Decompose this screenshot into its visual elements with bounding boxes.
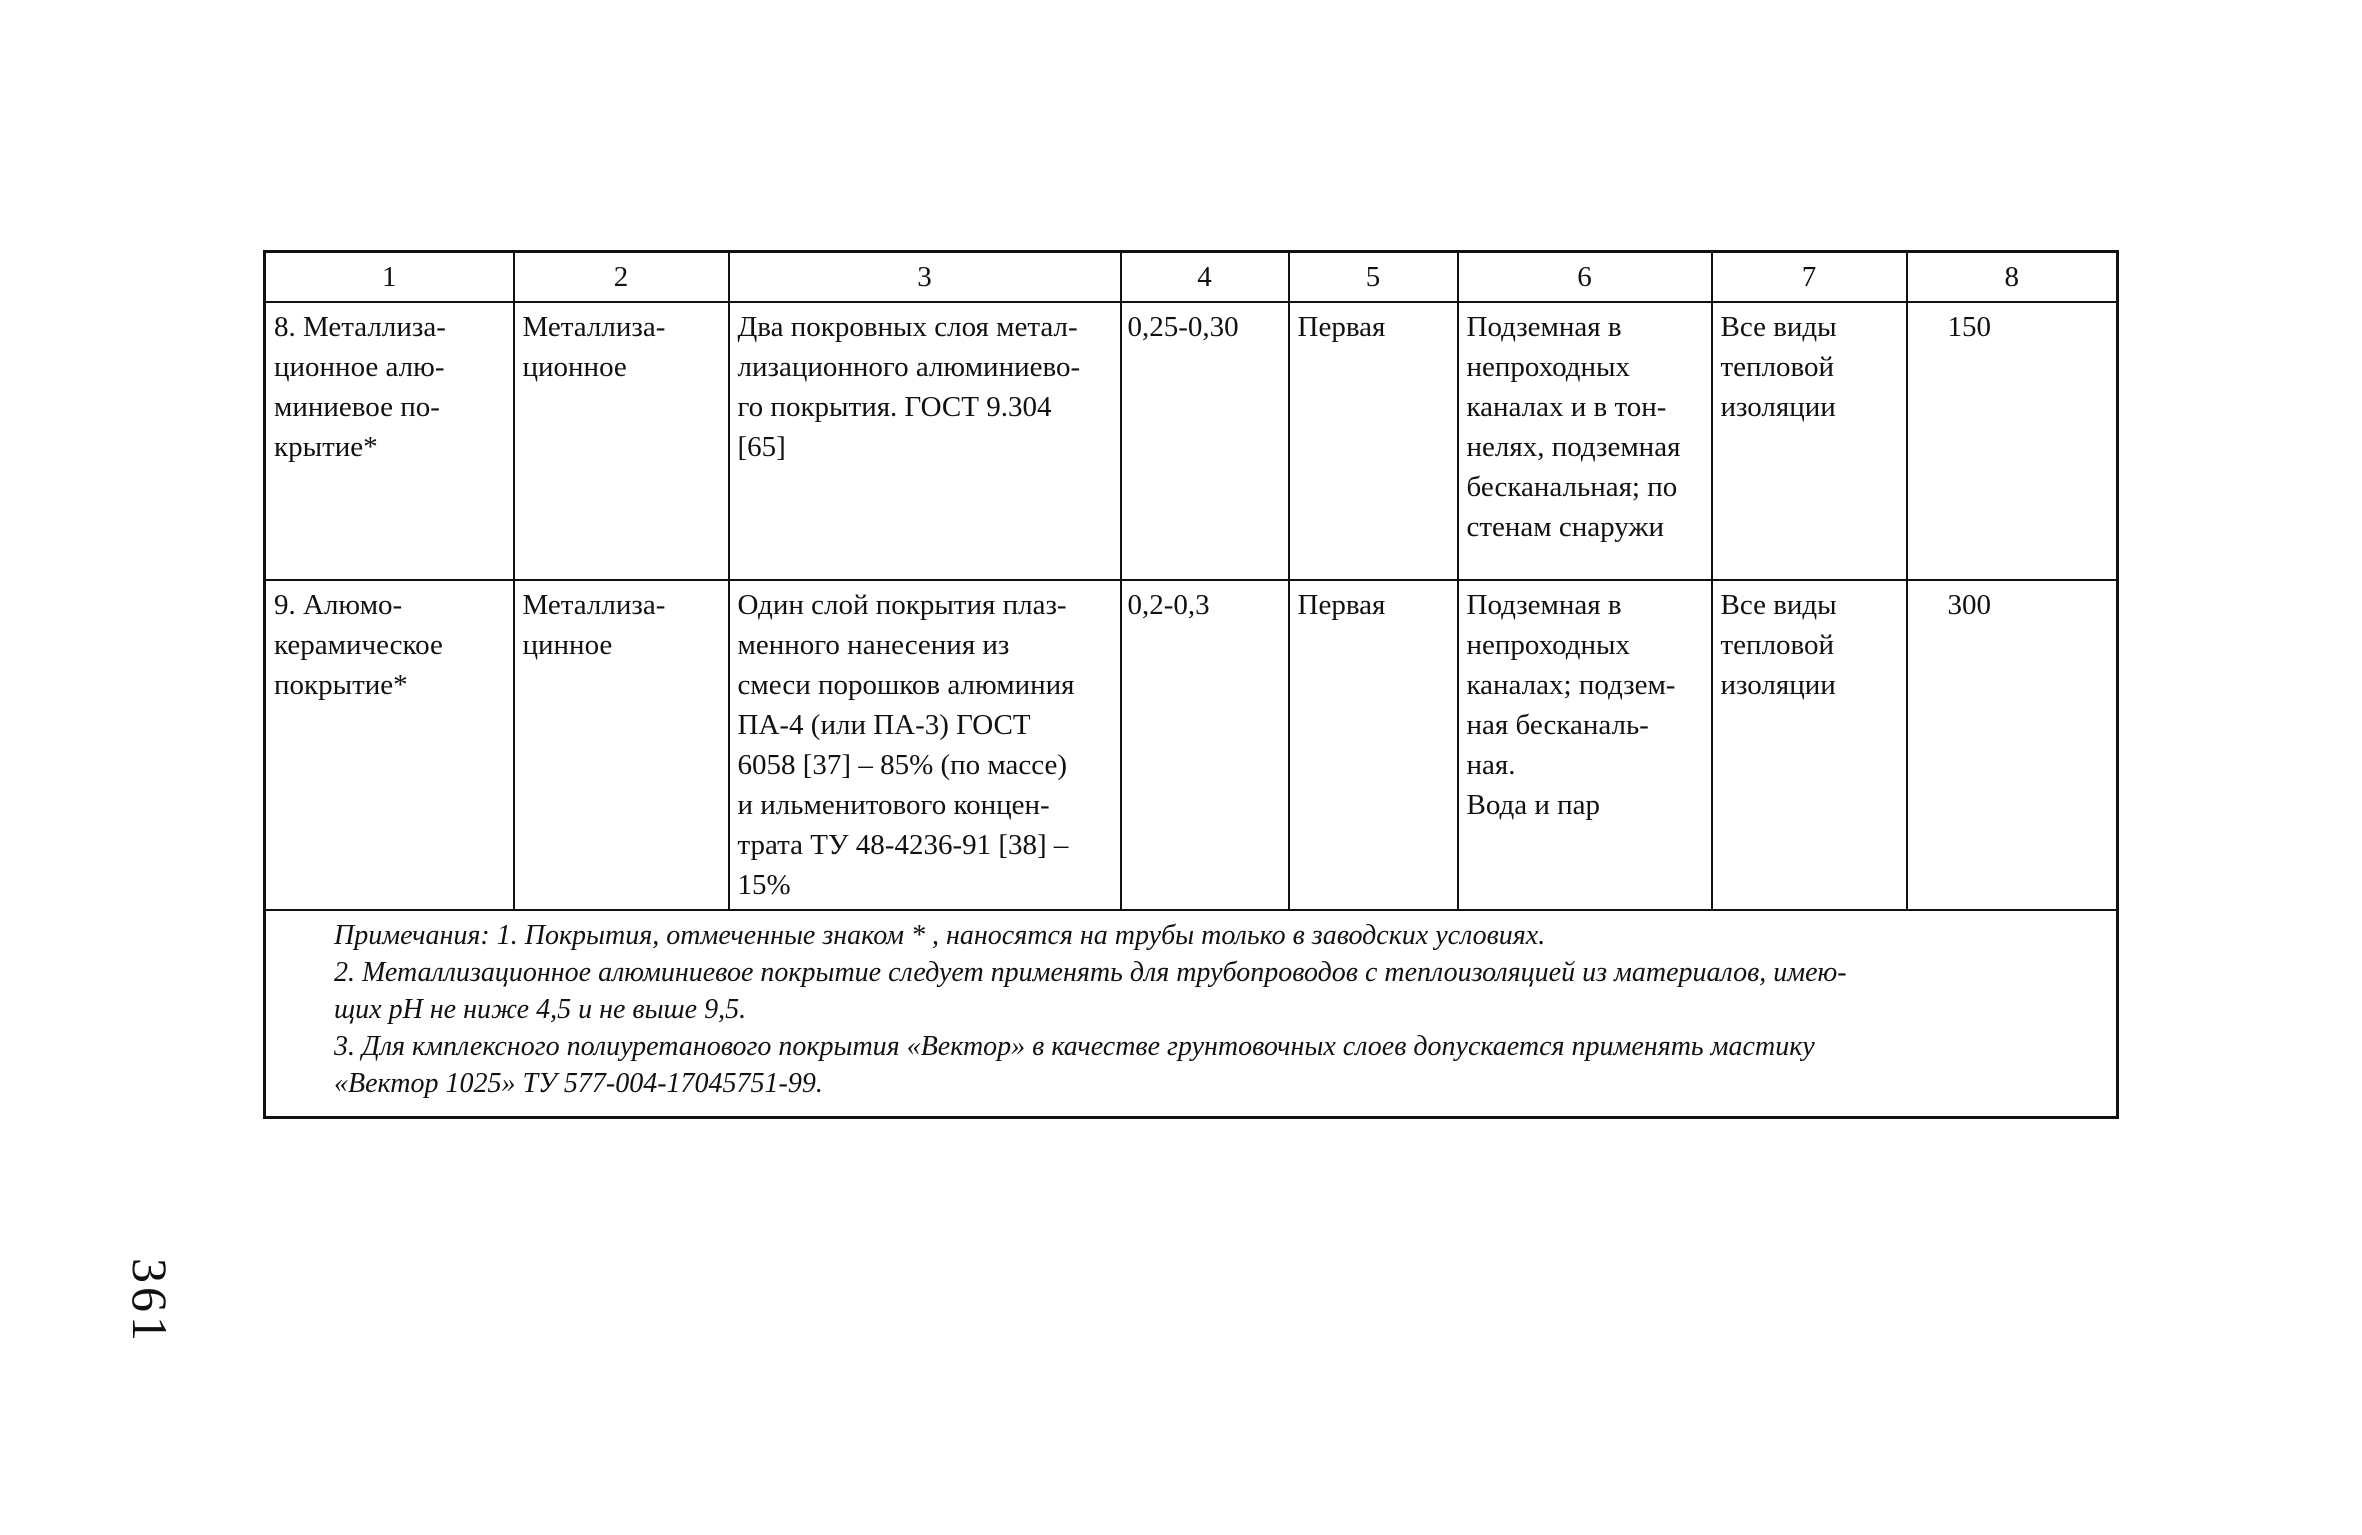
cell-text: изоляции — [1720, 669, 1836, 701]
note-line: 2. Металлизационное алюминиевое покрытие следует применять для трубопроводов с теплоизоляцией из материалов, имею- — [334, 957, 1847, 988]
cell-text: смеси порошков алюминия — [737, 669, 1075, 701]
cell-text: цинное — [522, 629, 613, 661]
laying-method-cell — [1458, 302, 1712, 580]
coating-description-cell — [729, 302, 1121, 580]
cell-text: каналах и в тон- — [1466, 391, 1667, 423]
cell-text: ционное алю- — [274, 351, 445, 383]
cell-text: непроходных — [1466, 351, 1631, 383]
cell-text: Все виды — [1720, 589, 1837, 621]
cell-text: 8. Металлиза- — [274, 311, 446, 343]
cell-text: тепловой — [1720, 351, 1835, 383]
cell-text: Два покровных слоя метал- — [737, 311, 1078, 343]
cell-text: покрытие* — [274, 669, 408, 701]
cell-text: Один слой покрытия плаз- — [737, 589, 1067, 621]
coating-name-cell — [265, 580, 514, 910]
cell-text: Все виды — [1720, 311, 1837, 343]
laying-method-cell — [1458, 580, 1712, 910]
page-number: 361 — [122, 1258, 178, 1345]
table-row — [265, 580, 2118, 910]
cell-text: ПА-4 (или ПА-3) ГОСТ — [737, 709, 1031, 741]
cell-text: изоляции — [1720, 391, 1836, 423]
header-cell: 7 — [1712, 252, 1907, 303]
cell-text: Подземная в — [1466, 589, 1622, 621]
header-cell: 8 — [1907, 252, 2118, 303]
coatings-table — [263, 250, 2119, 1119]
cell-text: стенам снаружи — [1466, 511, 1664, 543]
insulation-cell — [1712, 580, 1907, 910]
thickness-cell: 0,2-0,3 — [1121, 580, 1289, 910]
cell-text: и ильменитового концен- — [737, 789, 1050, 821]
coating-name-cell — [265, 302, 514, 580]
cell-text: керамическое — [274, 629, 443, 661]
cell-text: миниевое по- — [274, 391, 440, 423]
note-line: 3. Для кмплексного полиуретанового покрытия «Вектор» в качестве грунтовочных слоев допускается применять мастику — [334, 1031, 1815, 1062]
cell-text: ная. — [1466, 749, 1516, 781]
coating-type-cell — [514, 302, 729, 580]
header-cell: 3 — [729, 252, 1121, 303]
table-row — [265, 302, 2118, 580]
cell-text: 6058 [37] – 85% (по массе) — [737, 749, 1068, 781]
cell-text: тепловой — [1720, 629, 1835, 661]
cell-text: 15% — [737, 869, 791, 901]
header-cell: 1 — [265, 252, 514, 303]
header-cell: 2 — [514, 252, 729, 303]
cell-text: го покрытия. ГОСТ 9.304 — [737, 391, 1052, 423]
cell-text: крытие* — [274, 431, 378, 463]
coating-description-cell — [729, 580, 1121, 910]
cell-text: каналах; подзем- — [1466, 669, 1676, 701]
temperature-cell: 150 — [1907, 302, 2118, 580]
cell-text: Металлиза- — [522, 589, 666, 621]
header-cell: 4 — [1121, 252, 1289, 303]
temperature-cell: 300 — [1907, 580, 2118, 910]
cell-text: Металлиза- — [522, 311, 666, 343]
category-cell: Первая — [1289, 302, 1458, 580]
cell-text: нелях, подземная — [1466, 431, 1681, 463]
note-line: Примечания: 1. Покрытия, отмеченные знаком * , наносятся на трубы только в заводских условиях. — [334, 920, 1546, 951]
cell-text: 9. Алюмо- — [274, 589, 403, 621]
cell-text: непроходных — [1466, 629, 1631, 661]
cell-text: ционное — [522, 351, 627, 383]
insulation-cell — [1712, 302, 1907, 580]
cell-text: ная бесканаль- — [1466, 709, 1649, 741]
notes-row — [265, 910, 2118, 1118]
coating-type-cell — [514, 580, 729, 910]
header-row — [265, 252, 2118, 303]
cell-text: менного нанесения из — [737, 629, 1010, 661]
header-cell: 6 — [1458, 252, 1712, 303]
header-cell: 5 — [1289, 252, 1458, 303]
notes-cell — [265, 910, 2118, 1118]
note-line: «Вектор 1025» ТУ 577-004-17045751-99. — [334, 1068, 823, 1099]
cell-text: бесканальная; по — [1466, 471, 1678, 503]
cell-text: [65] — [737, 431, 786, 463]
cell-text: трата ТУ 48-4236-91 [38] – — [737, 829, 1069, 861]
cell-text: Подземная в — [1466, 311, 1622, 343]
thickness-cell: 0,25-0,30 — [1121, 302, 1289, 580]
note-line: щих pH не ниже 4,5 и не выше 9,5. — [334, 994, 747, 1025]
category-cell: Первая — [1289, 580, 1458, 910]
cell-text: Вода и пар — [1466, 789, 1601, 821]
cell-text: лизационного алюминиево- — [737, 351, 1081, 383]
